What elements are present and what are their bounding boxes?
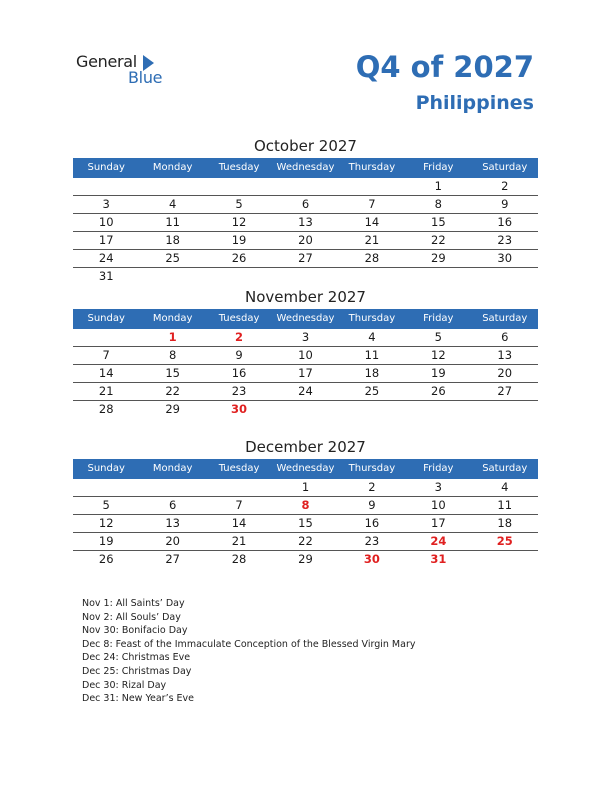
weekday-label: Thursday [348,313,396,324]
day-cell [339,401,405,418]
month-title: October 2027 [254,137,357,155]
day-cell: 21 [231,534,247,548]
day-cell [472,401,538,418]
day-cell [139,178,205,195]
weekday-label: Wednesday [276,463,335,474]
weekday-label: Friday [423,463,454,474]
weekday-label: Monday [152,313,193,324]
day-cell [272,268,338,285]
day-cell: 8 [168,348,177,362]
day-cell: 29 [431,251,446,265]
holiday-notes [82,597,415,706]
day-cell [139,479,205,496]
day-cell: 21 [364,233,380,247]
weekday-label: Tuesday [218,463,260,474]
day-cell: 19 [231,233,247,247]
day-cell: 22 [165,384,180,398]
holiday-day-cell: 24 [430,534,447,548]
day-cell: 14 [364,215,380,229]
day-cell: 6 [168,498,177,512]
day-cell: 17 [298,366,313,380]
holiday-note: Dec 30: Rizal Day [82,679,167,691]
day-cell: 12 [98,516,114,530]
week-row [73,365,538,383]
day-cell [206,479,272,496]
week-row [73,196,538,214]
country-name: Philippines [415,92,534,114]
day-cell: 17 [431,516,446,530]
week-row [73,347,538,365]
day-cell: 26 [231,251,247,265]
day-cell: 11 [364,348,380,362]
brand-name-general: General [76,52,137,71]
holiday-note: Dec 31: New Year’s Eve [82,693,195,705]
day-cell: 4 [368,330,376,344]
day-cell [73,329,139,346]
day-cell: 22 [298,534,313,548]
day-cell: 4 [501,480,509,494]
day-cell: 1 [301,480,310,494]
day-cell: 25 [364,384,380,398]
day-cell [472,551,538,568]
day-cell [405,268,471,285]
day-cell: 3 [102,197,110,211]
day-cell: 16 [364,516,380,530]
day-cell: 21 [98,384,114,398]
weekday-label: Thursday [348,162,396,173]
holiday-day-cell: 2 [235,330,244,344]
weekday-label: Monday [152,162,193,173]
day-cell: 5 [102,498,110,512]
day-cell [73,479,139,496]
holiday-note: Nov 30: Bonifacio Day [82,625,188,637]
holiday-day-cell: 31 [430,552,447,566]
day-cell: 13 [298,215,313,229]
day-cell: 10 [431,498,446,512]
weekday-header [73,459,538,479]
week-row [73,214,538,232]
month-title: December 2027 [245,438,366,456]
weekday-label: Sunday [87,463,125,474]
weekday-label: Wednesday [276,313,335,324]
day-cell: 12 [431,348,446,362]
week-row [73,551,538,568]
day-cell: 10 [298,348,313,362]
weekday-label: Tuesday [218,162,260,173]
holiday-day-cell: 8 [301,498,310,512]
week-row [73,232,538,250]
weekday-label: Saturday [482,313,528,324]
month-title: November 2027 [245,288,366,306]
day-cell: 11 [497,498,513,512]
day-cell: 30 [497,251,513,265]
week-row [73,515,538,533]
weekday-label: Thursday [348,463,396,474]
day-cell: 5 [235,197,243,211]
month-calendar-december [73,436,538,568]
day-cell: 17 [98,233,114,247]
holiday-note: Dec 25: Christmas Day [82,665,192,677]
day-cell: 13 [165,516,180,530]
day-cell: 18 [497,516,513,530]
day-cell: 9 [368,498,376,512]
day-cell: 12 [231,215,247,229]
day-cell: 29 [165,402,180,416]
day-cell: 26 [431,384,446,398]
weekday-label: Saturday [482,162,528,173]
day-cell [339,178,405,195]
day-cell: 16 [231,366,247,380]
day-cell: 24 [298,384,313,398]
weekday-label: Saturday [482,463,528,474]
week-row [73,329,538,347]
day-cell: 31 [98,269,114,283]
month-calendar-october [73,135,538,285]
day-cell: 18 [364,366,380,380]
day-cell: 18 [165,233,180,247]
day-cell: 25 [165,251,180,265]
day-cell [272,178,338,195]
day-cell [139,268,205,285]
holiday-day-cell: 25 [496,534,513,548]
day-cell: 20 [497,366,513,380]
day-cell [73,178,139,195]
holiday-note: Nov 1: All Saints’ Day [82,598,185,609]
day-cell: 5 [434,330,442,344]
week-row [73,401,538,418]
weekday-label: Friday [423,162,454,173]
day-cell: 6 [501,330,509,344]
week-row [73,383,538,401]
day-cell: 24 [98,251,114,265]
day-cell: 15 [298,516,313,530]
weekday-label: Monday [152,463,193,474]
day-cell: 22 [431,233,446,247]
holiday-day-cell: 30 [363,552,380,566]
day-cell: 9 [235,348,243,362]
day-cell: 13 [497,348,513,362]
day-cell [206,178,272,195]
holiday-note: Dec 24: Christmas Eve [82,652,191,664]
week-row [73,497,538,515]
week-row [73,479,538,497]
weekday-label: Sunday [87,162,125,173]
day-cell: 20 [165,534,180,548]
month-calendar-november [73,286,538,418]
week-row [73,268,538,285]
day-cell: 14 [98,366,114,380]
day-cell: 3 [434,480,442,494]
day-cell: 14 [231,516,247,530]
weekday-label: Tuesday [218,313,260,324]
week-row [73,533,538,551]
weekday-label: Friday [423,313,454,324]
day-cell [206,268,272,285]
day-cell: 28 [364,251,380,265]
day-cell: 6 [301,197,310,211]
day-cell: 28 [98,402,114,416]
day-cell: 20 [298,233,313,247]
day-cell: 1 [434,179,442,193]
day-cell: 2 [368,480,376,494]
holiday-day-cell: 1 [168,330,177,344]
page-title: Q4 of 2027 [355,50,534,84]
day-cell: 29 [298,552,313,566]
day-cell: 2 [501,179,509,193]
day-cell: 27 [298,251,313,265]
holiday-note: Nov 2: All Souls’ Day [82,611,181,623]
day-cell: 27 [497,384,513,398]
day-cell: 7 [102,348,110,362]
weekday-header [73,309,538,329]
day-cell: 3 [301,330,310,344]
day-cell: 8 [434,197,442,211]
weekday-label: Wednesday [276,162,335,173]
day-cell: 9 [501,197,509,211]
day-cell: 28 [231,552,247,566]
day-cell: 7 [368,197,376,211]
day-cell [405,401,471,418]
day-cell: 19 [98,534,114,548]
day-cell: 23 [231,384,247,398]
day-cell: 27 [165,552,180,566]
day-cell: 19 [431,366,446,380]
day-cell: 11 [165,215,180,229]
day-cell: 16 [497,215,513,229]
day-cell: 7 [235,498,243,512]
brand-name-blue: Blue [128,68,163,87]
day-cell: 23 [497,233,513,247]
day-cell [472,268,538,285]
holiday-day-cell: 30 [231,402,248,416]
day-cell: 15 [431,215,446,229]
day-cell [339,268,405,285]
day-cell: 23 [364,534,380,548]
day-cell: 10 [98,215,114,229]
day-cell: 26 [98,552,114,566]
day-cell: 15 [165,366,180,380]
weekday-header [73,158,538,178]
brand-logo [76,52,176,92]
week-row [73,250,538,268]
weekday-label: Sunday [87,313,125,324]
day-cell: 4 [168,197,177,211]
holiday-note: Dec 8: Feast of the Immaculate Conception of the Blessed Virgin Mary [82,638,416,650]
week-row [73,178,538,196]
day-cell [272,401,338,418]
